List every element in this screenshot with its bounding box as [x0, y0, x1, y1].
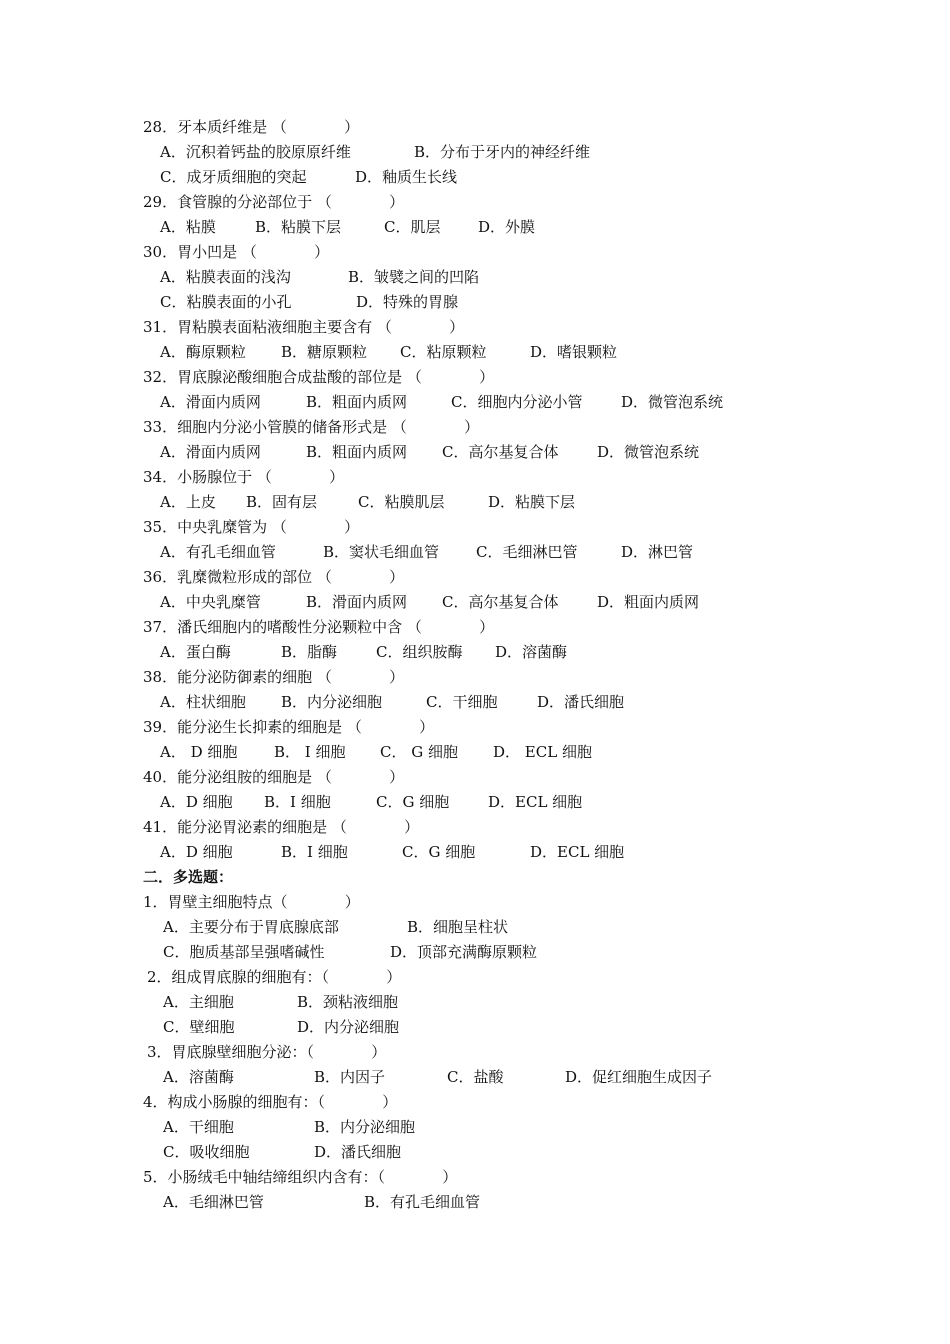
- multi-question-1-options-row2: [163, 940, 538, 965]
- option-d: D．淋巴管: [621, 543, 694, 561]
- option-a: A．滑面内质网: [160, 443, 261, 461]
- multi-question-4-stem: 4．构成小肠腺的细胞有：（ ）: [143, 1093, 398, 1111]
- multi-question-2-options-row2: [163, 1015, 400, 1040]
- option-b: B．内分泌细胞: [314, 1118, 416, 1136]
- option-b: B．I 细胞: [281, 843, 348, 861]
- question-31-stem: 31．胃粘膜表面粘液细胞主要含有 （ ）: [143, 318, 465, 336]
- question-28-options-row1: [160, 140, 591, 165]
- option-c: C．粘原颗粒: [400, 343, 487, 361]
- option-b: B．脂酶: [281, 643, 338, 661]
- multi-question-3-options: [163, 1065, 713, 1090]
- option-a: A．上皮: [160, 493, 216, 511]
- option-c: C．毛细淋巴管: [476, 543, 578, 561]
- option-d: D．顶部充满酶原颗粒: [390, 943, 538, 961]
- multi-question-5-options: [163, 1190, 481, 1215]
- question-37-stem: 37．潘氏细胞内的嗜酸性分泌颗粒中含 （ ）: [143, 618, 495, 636]
- option-a: A．有孔毛细血管: [160, 543, 276, 561]
- multi-question-1-stem: 1．胃壁主细胞特点（ ）: [143, 893, 360, 911]
- option-b: B．粗面内质网: [306, 393, 408, 411]
- option-c: C． G 细胞: [380, 743, 458, 761]
- option-a: A．柱状细胞: [160, 693, 246, 711]
- question-41-stem: 41．能分泌胃泌素的细胞是 （ ）: [143, 818, 420, 836]
- option-c: C．胞质基部呈强嗜碱性: [163, 943, 325, 961]
- option-d: D．潘氏细胞: [537, 693, 625, 711]
- option-d: D．微管泡系统: [621, 393, 724, 411]
- option-a: A．主要分布于胃底腺底部: [163, 918, 339, 936]
- option-d: D．ECL 细胞: [488, 793, 583, 811]
- option-c: C．组织胺酶: [376, 643, 463, 661]
- question-31-options: [160, 340, 618, 365]
- multi-question-1-options-row1: [163, 915, 509, 940]
- option-c: C．吸收细胞: [163, 1143, 250, 1161]
- option-b: B．内因子: [314, 1068, 386, 1086]
- option-c: C．粘膜表面的小孔: [160, 293, 292, 311]
- question-39-stem: 39．能分泌生长抑素的细胞是 （ ）: [143, 718, 435, 736]
- option-a: A．粘膜: [160, 218, 216, 236]
- option-b: B． I 细胞: [274, 743, 346, 761]
- option-d: D．特殊的胃腺: [356, 293, 459, 311]
- question-35-stem: 35．中央乳糜管为 （ ）: [143, 518, 360, 536]
- option-b: B．内分泌细胞: [281, 693, 383, 711]
- question-38-stem: 38．能分泌防御素的细胞 （ ）: [143, 668, 405, 686]
- multi-question-4-options-row1: [163, 1115, 416, 1140]
- question-33-stem: 33．细胞内分泌小管膜的储备形式是 （ ）: [143, 418, 480, 436]
- question-37-options: [160, 640, 568, 665]
- option-a: A． D 细胞: [160, 743, 238, 761]
- option-c: C．成牙质细胞的突起: [160, 168, 307, 186]
- question-32-options: [160, 390, 724, 415]
- option-d: D．促红细胞生成因子: [565, 1068, 713, 1086]
- question-29-stem: 29．食管腺的分泌部位于 （ ）: [143, 193, 405, 211]
- question-40-stem: 40．能分泌组胺的细胞是 （ ）: [143, 768, 405, 786]
- option-d: D． ECL 细胞: [493, 743, 592, 761]
- option-b: B．有孔毛细血管: [364, 1193, 481, 1211]
- option-b: B．固有层: [246, 493, 318, 511]
- option-d: D．粘膜下层: [488, 493, 576, 511]
- option-c: C．高尔基复合体: [442, 593, 559, 611]
- multi-question-3-stem: 3．胃底腺壁细胞分泌：（ ）: [147, 1043, 387, 1061]
- question-28-options-row2: [160, 165, 458, 190]
- question-30-options-row2: [160, 290, 459, 315]
- question-38-options: [160, 690, 625, 715]
- option-a: A．主细胞: [163, 993, 234, 1011]
- option-b: B．粘膜下层: [255, 218, 342, 236]
- option-b: B．滑面内质网: [306, 593, 408, 611]
- option-b: B．细胞呈柱状: [407, 918, 509, 936]
- option-d: D．潘氏细胞: [314, 1143, 402, 1161]
- option-b: B．皱襞之间的凹陷: [348, 268, 480, 286]
- option-a: A．D 细胞: [160, 793, 233, 811]
- option-d: D．外膜: [478, 218, 536, 236]
- option-b: B．糖原颗粒: [281, 343, 368, 361]
- option-a: A．酶原颗粒: [160, 343, 246, 361]
- option-d: D．釉质生长线: [355, 168, 458, 186]
- option-c: C．盐酸: [447, 1068, 504, 1086]
- option-d: D．微管泡系统: [597, 443, 700, 461]
- option-c: C．细胞内分泌小管: [451, 393, 583, 411]
- option-a: A．沉积着钙盐的胶原原纤维: [160, 143, 351, 161]
- multi-question-5-stem: 5．小肠绒毛中轴结缔组织内含有：（ ）: [143, 1168, 458, 1186]
- option-c: C．壁细胞: [163, 1018, 235, 1036]
- question-30-options-row1: [160, 265, 480, 290]
- question-33-options: [160, 440, 700, 465]
- question-35-options: [160, 540, 694, 565]
- option-b: B．粗面内质网: [306, 443, 408, 461]
- question-32-stem: 32．胃底腺泌酸细胞合成盐酸的部位是 （ ）: [143, 368, 495, 386]
- question-28-stem: 28．牙本质纤维是 （ ）: [143, 118, 360, 136]
- option-a: A．中央乳糜管: [160, 593, 261, 611]
- option-b: B．窦状毛细血管: [323, 543, 440, 561]
- option-c: C．粘膜肌层: [358, 493, 445, 511]
- option-a: A．蛋白酶: [160, 643, 231, 661]
- question-34-stem: 34．小肠腺位于 （ ）: [143, 468, 345, 486]
- option-d: D．ECL 细胞: [530, 843, 625, 861]
- option-d: D．粗面内质网: [597, 593, 700, 611]
- option-b: B．分布于牙内的神经纤维: [414, 143, 591, 161]
- question-36-options: [160, 590, 700, 615]
- option-d: D．溶菌酶: [495, 643, 568, 661]
- option-d: D．内分泌细胞: [297, 1018, 400, 1036]
- option-c: C．肌层: [384, 218, 441, 236]
- question-39-options: [160, 740, 592, 765]
- option-b: B．颈粘液细胞: [297, 993, 399, 1011]
- multi-question-2-stem: 2．组成胃底腺的细胞有：（ ）: [147, 968, 402, 986]
- option-c: C．干细胞: [426, 693, 498, 711]
- section-heading: 二．多选题：: [143, 868, 234, 886]
- question-40-options: [160, 790, 583, 815]
- option-a: A．溶菌酶: [163, 1068, 234, 1086]
- question-30-stem: 30．胃小凹是 （ ）: [143, 243, 330, 261]
- option-c: C．G 细胞: [376, 793, 450, 811]
- option-c: C．高尔基复合体: [442, 443, 559, 461]
- option-b: B．I 细胞: [264, 793, 331, 811]
- question-34-options: [160, 490, 576, 515]
- option-a: A．毛细淋巴管: [163, 1193, 264, 1211]
- option-a: A．滑面内质网: [160, 393, 261, 411]
- option-d: D．嗜银颗粒: [530, 343, 618, 361]
- multi-question-4-options-row2: [163, 1140, 402, 1165]
- option-a: A．干细胞: [163, 1118, 234, 1136]
- multi-question-2-options-row1: [163, 990, 399, 1015]
- question-36-stem: 36．乳糜微粒形成的部位 （ ）: [143, 568, 405, 586]
- question-29-options: [160, 215, 536, 240]
- option-a: A．粘膜表面的浅沟: [160, 268, 291, 286]
- option-c: C．G 细胞: [402, 843, 476, 861]
- option-a: A．D 细胞: [160, 843, 233, 861]
- question-41-options: [160, 840, 625, 865]
